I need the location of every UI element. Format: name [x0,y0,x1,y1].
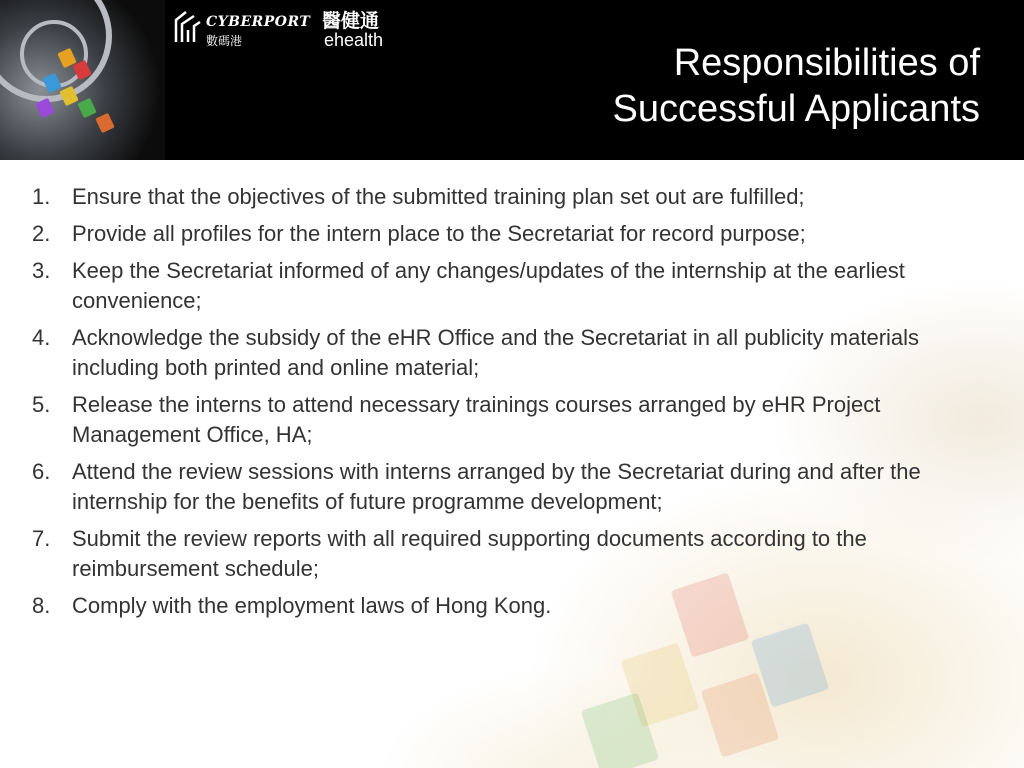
cyberport-mark-icon [172,8,202,46]
list-item [26,524,976,584]
item-number: 3. [32,258,51,283]
item-text: Provide all profiles for the intern place to the Secretariat for record purpose; [72,221,806,246]
item-number: 1. [32,184,51,209]
item-text: Attend the review sessions with interns arranged by the Secretariat during and after the internship for the benefits of future programme development; [72,459,921,514]
slide-title [460,40,980,132]
cyberport-chinese-name: 數碼港 [206,34,243,48]
list-item [26,457,976,517]
item-text: Submit the review reports with all required supporting documents according to the reimbursement schedule; [72,526,867,581]
item-text: Acknowledge the subsidy of the eHR Office and the Secretariat in all publicity materials including both printed and online material; [72,325,920,380]
list-item [26,591,976,621]
item-number: 4. [32,325,51,350]
list-item [26,256,976,316]
list-item [26,182,976,212]
ehealth-logo [322,6,402,58]
title-line-2: Successful Applicants [612,88,980,130]
ehealth-chinese-name: 醫健通 [322,11,380,32]
item-number: 8. [32,593,51,618]
item-number: 6. [32,459,51,484]
cyberport-logo [172,8,312,52]
item-number: 5. [32,392,51,417]
item-text: Comply with the employment laws of Hong Kong. [72,593,552,618]
item-text: Release the interns to attend necessary trainings courses arranged by eHR Project Management Office, HA; [72,392,881,447]
list-item [26,219,976,249]
title-line-1: Responsibilities of [673,42,980,84]
ehealth-wordmark: ehealth [324,30,384,50]
item-number: 7. [32,526,51,551]
list-item [26,390,976,450]
item-number: 2. [32,221,51,246]
list-item [26,323,976,383]
cyberport-wordmark: CYBERPORT [206,14,311,30]
stethoscope-photo [0,0,165,160]
header-bar [0,0,1024,160]
item-text: Keep the Secretariat informed of any changes/updates of the internship at the earliest convenience; [72,258,905,313]
responsibilities-list [26,182,976,628]
item-text: Ensure that the objectives of the submitted training plan set out are fulfilled; [72,184,805,209]
